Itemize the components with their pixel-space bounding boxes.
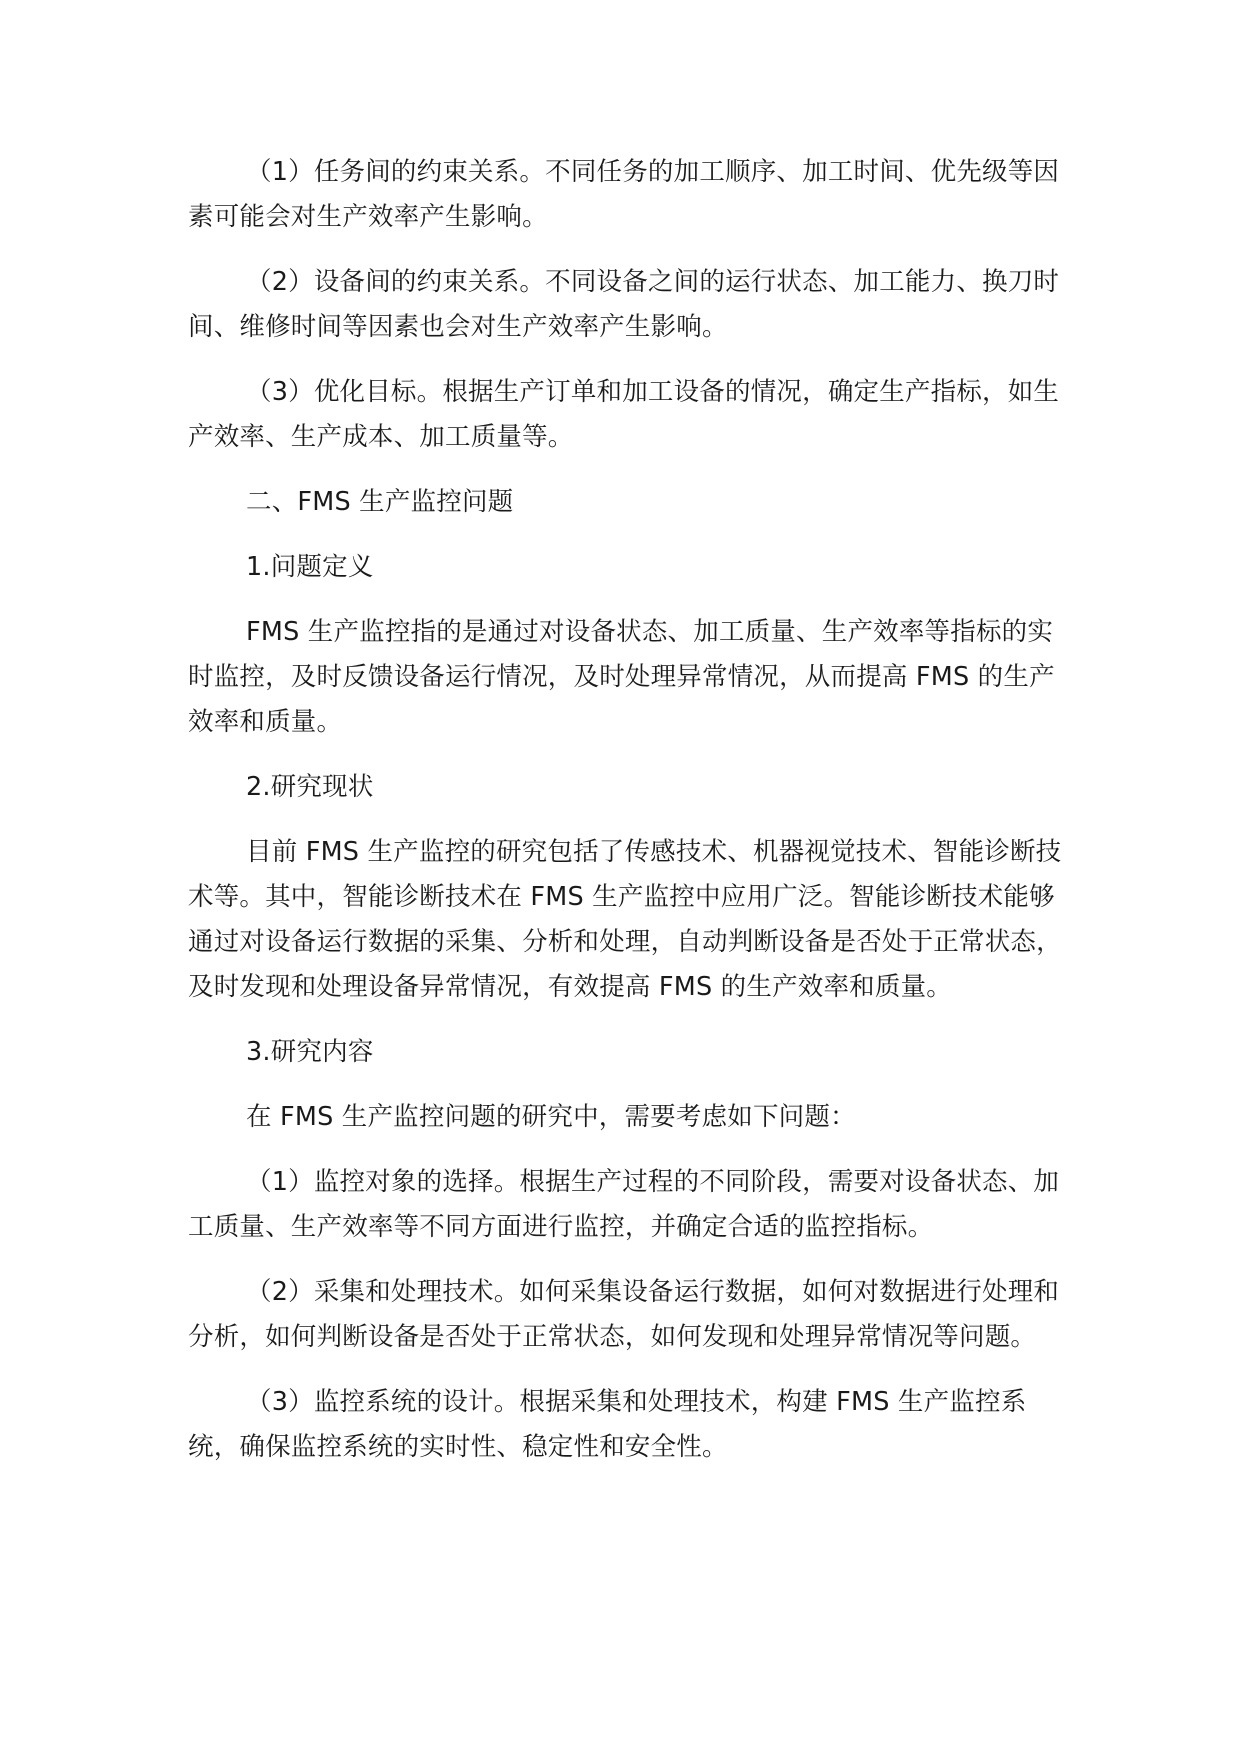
paragraph-task-constraints: （1）任务间的约束关系。不同任务的加工顺序、加工时间、优先级等因素可能会对生产效率产生影响。	[188, 157, 1060, 232]
paragraph-collection-processing: （2）采集和处理技术。如何采集设备运行数据，如何对数据进行处理和分析，如何判断设备是否处于正常状态，如何发现和处理异常情况等问题。	[188, 1277, 1060, 1352]
document-body	[188, 150, 1068, 1490]
paragraph-research-intro: 在 FMS 生产监控问题的研究中，需要考虑如下问题：	[246, 1102, 856, 1132]
paragraph-optimization-goal: （3）优化目标。根据生产订单和加工设备的情况，确定生产指标，如生产效率、生产成本、加工质量等。	[188, 377, 1060, 452]
subheading-research-content: 3.研究内容	[246, 1037, 374, 1067]
section-heading-fms-monitoring: 二、FMS 生产监控问题	[246, 487, 514, 517]
subheading-research-status: 2.研究现状	[246, 772, 374, 802]
subheading-problem-definition: 1.问题定义	[246, 552, 374, 582]
paragraph-equipment-constraints: （2）设备间的约束关系。不同设备之间的运行状态、加工能力、换刀时间、维修时间等因素也会对生产效率产生影响。	[188, 267, 1060, 342]
paragraph-system-design: （3）监控系统的设计。根据采集和处理技术，构建 FMS 生产监控系统，确保监控系统的实时性、稳定性和安全性。	[188, 1387, 1027, 1462]
paragraph-monitoring-targets: （1）监控对象的选择。根据生产过程的不同阶段，需要对设备状态、加工质量、生产效率等不同方面进行监控，并确定合适的监控指标。	[188, 1167, 1060, 1242]
paragraph-research-status: 目前 FMS 生产监控的研究包括了传感技术、机器视觉技术、智能诊断技术等。其中，智能诊断技术在 FMS 生产监控中应用广泛。智能诊断技术能够通过对设备运行数据的采集、分析和处理，自动判断设备是否处于正常状态，及时发现和处理设备异常情况，有效提高 FMS 的生产效率和质量。	[188, 837, 1062, 1002]
paragraph-definition: FMS 生产监控指的是通过对设备状态、加工质量、生产效率等指标的实时监控，及时反馈设备运行情况，及时处理异常情况，从而提高 FMS 的生产效率和质量。	[188, 617, 1055, 737]
